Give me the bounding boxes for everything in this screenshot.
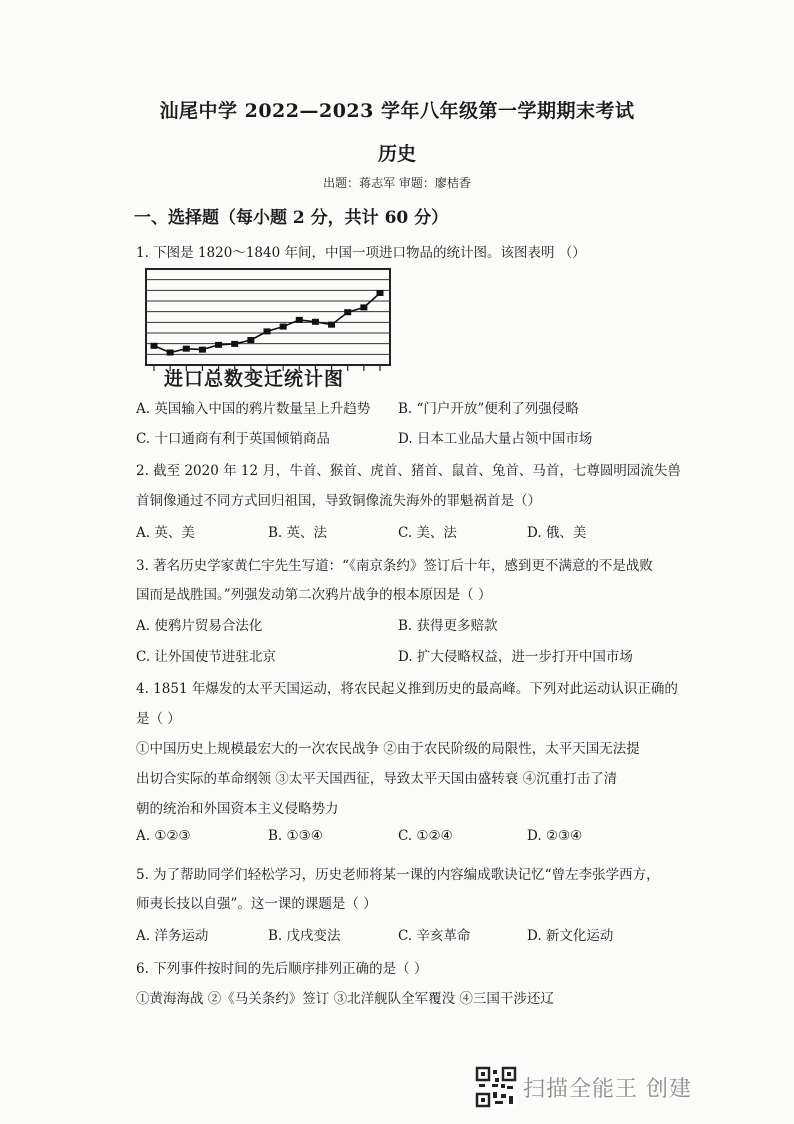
- chart-point: [167, 350, 174, 356]
- scanner-watermark: 扫描全能王 创建: [523, 1077, 692, 1102]
- question-4-stem-line-3: ①中国历史上规模最宏大的一次农民战争 ②由于农民阶级的局限性，太平天国无法提: [136, 741, 640, 757]
- chart-point: [215, 342, 222, 348]
- q3-option-b[interactable]: B. 获得更多赔款: [398, 618, 498, 634]
- q5-option-d[interactable]: D. 新文化运动: [527, 928, 614, 944]
- question-2-stem-line-2: 首铜像通过不同方式回归祖国，导致铜像流失海外的罪魁祸首是（）: [136, 493, 541, 509]
- q4-option-a[interactable]: A. ①②③: [136, 828, 191, 844]
- question-5-stem-line-2: 师夷长技以自强”。这一课的课题是（ ）: [136, 896, 377, 912]
- q5-option-b[interactable]: B. 戊戌变法: [268, 928, 341, 944]
- chart-point: [377, 290, 384, 296]
- question-4-stem-line-2: 是（ ）: [136, 711, 181, 727]
- q1-option-a[interactable]: A. 英国输入中国的鸦片数量呈上升趋势: [136, 401, 371, 417]
- q4-option-d[interactable]: D. ②③④: [527, 828, 583, 844]
- exam-title: 汕尾中学 2022—2023 学年八年级第一学期期末考试: [159, 100, 635, 122]
- chart-point: [264, 328, 271, 334]
- question-4-stem-line-5: 朝的统治和外国资本主义侵略势力: [136, 801, 339, 817]
- question-3-stem-line-2: 国而是战胜国。”列强发动第二次鸦片战争的根本原因是（ ）: [136, 587, 492, 603]
- q1-option-b[interactable]: B. “门户开放”便利了列强侵略: [398, 401, 579, 417]
- chart-caption: 进口总数变迁统计图: [164, 368, 345, 390]
- chart-point: [328, 322, 335, 328]
- q2-option-a[interactable]: A. 英、美: [136, 525, 195, 541]
- chart-point: [231, 341, 238, 347]
- q5-option-c[interactable]: C. 辛亥革命: [398, 928, 471, 944]
- exam-authors: 出题：蒋志军 审题：廖桔香: [323, 176, 471, 190]
- subject-title: 历史: [377, 143, 416, 165]
- q3-option-a[interactable]: A. 使鸦片贸易合法化: [136, 618, 263, 634]
- q5-option-a[interactable]: A. 洋务运动: [136, 928, 209, 944]
- q4-option-c[interactable]: C. ①②④: [398, 828, 453, 844]
- question-2-stem-line-1: 2. 截至 2020 年 12 月，牛首、猴首、虎首、猪首、鼠首、兔首、马首，七尊圆明园流失兽: [136, 463, 681, 479]
- chart-point: [183, 346, 190, 352]
- chart-point: [247, 337, 254, 343]
- chart-point: [296, 317, 303, 323]
- q2-option-c[interactable]: C. 美、法: [398, 525, 457, 541]
- chart-point: [280, 324, 287, 330]
- chart-point: [360, 304, 367, 310]
- question-5-stem-line-1: 5. 为了帮助同学们轻松学习，历史老师将某一课的内容编成歌诀记忆“曾左李张学西方，: [136, 867, 660, 883]
- question-1-stem: 1. 下图是 1820～1840 年间，中国一项进口物品的统计图。该图表明 （）: [136, 245, 586, 261]
- q4-option-b[interactable]: B. ①③④: [268, 828, 323, 844]
- chart-point: [151, 343, 158, 349]
- q3-option-d[interactable]: D. 扩大侵略权益，进一步打开中国市场: [398, 649, 633, 665]
- question-3-stem-line-1: 3. 著名历史学家黄仁宇先生写道：“《南京条约》签订后十年，感到更不满意的不是战败: [136, 558, 653, 574]
- section-heading: 一、选择题（每小题 2 分，共计 60 分）: [134, 208, 449, 228]
- qr-code-icon: [475, 1066, 517, 1108]
- question-4-stem-line-4: 出切合实际的革命纲领 ③太平天国西征，导致太平天国由盛转衰 ④沉重打击了清: [136, 771, 618, 787]
- chart-point: [344, 309, 351, 315]
- q1-option-d[interactable]: D. 日本工业品大量占领中国市场: [398, 431, 593, 447]
- chart-point: [312, 319, 319, 325]
- q2-option-b[interactable]: B. 英、法: [268, 525, 328, 541]
- question-6-stem-line-1: 6. 下列事件按时间的先后顺序排列正确的是（ ）: [136, 961, 428, 977]
- chart-frame: [146, 269, 390, 365]
- q1-option-c[interactable]: C. 十口通商有利于英国倾销商品: [136, 431, 330, 447]
- question-4-stem-line-1: 4. 1851 年爆发的太平天国运动，将农民起义推到历史的最高峰。下列对此运动认识正确的: [136, 681, 678, 697]
- chart-point: [199, 347, 206, 353]
- question-6-stem-line-2: ①黄海海战 ②《马关条约》签订 ③北洋舰队全军覆没 ④三国干涉还辽: [136, 991, 554, 1007]
- q3-option-c[interactable]: C. 让外国使节进驻北京: [136, 649, 276, 665]
- q2-option-d[interactable]: D. 俄、美: [527, 525, 587, 541]
